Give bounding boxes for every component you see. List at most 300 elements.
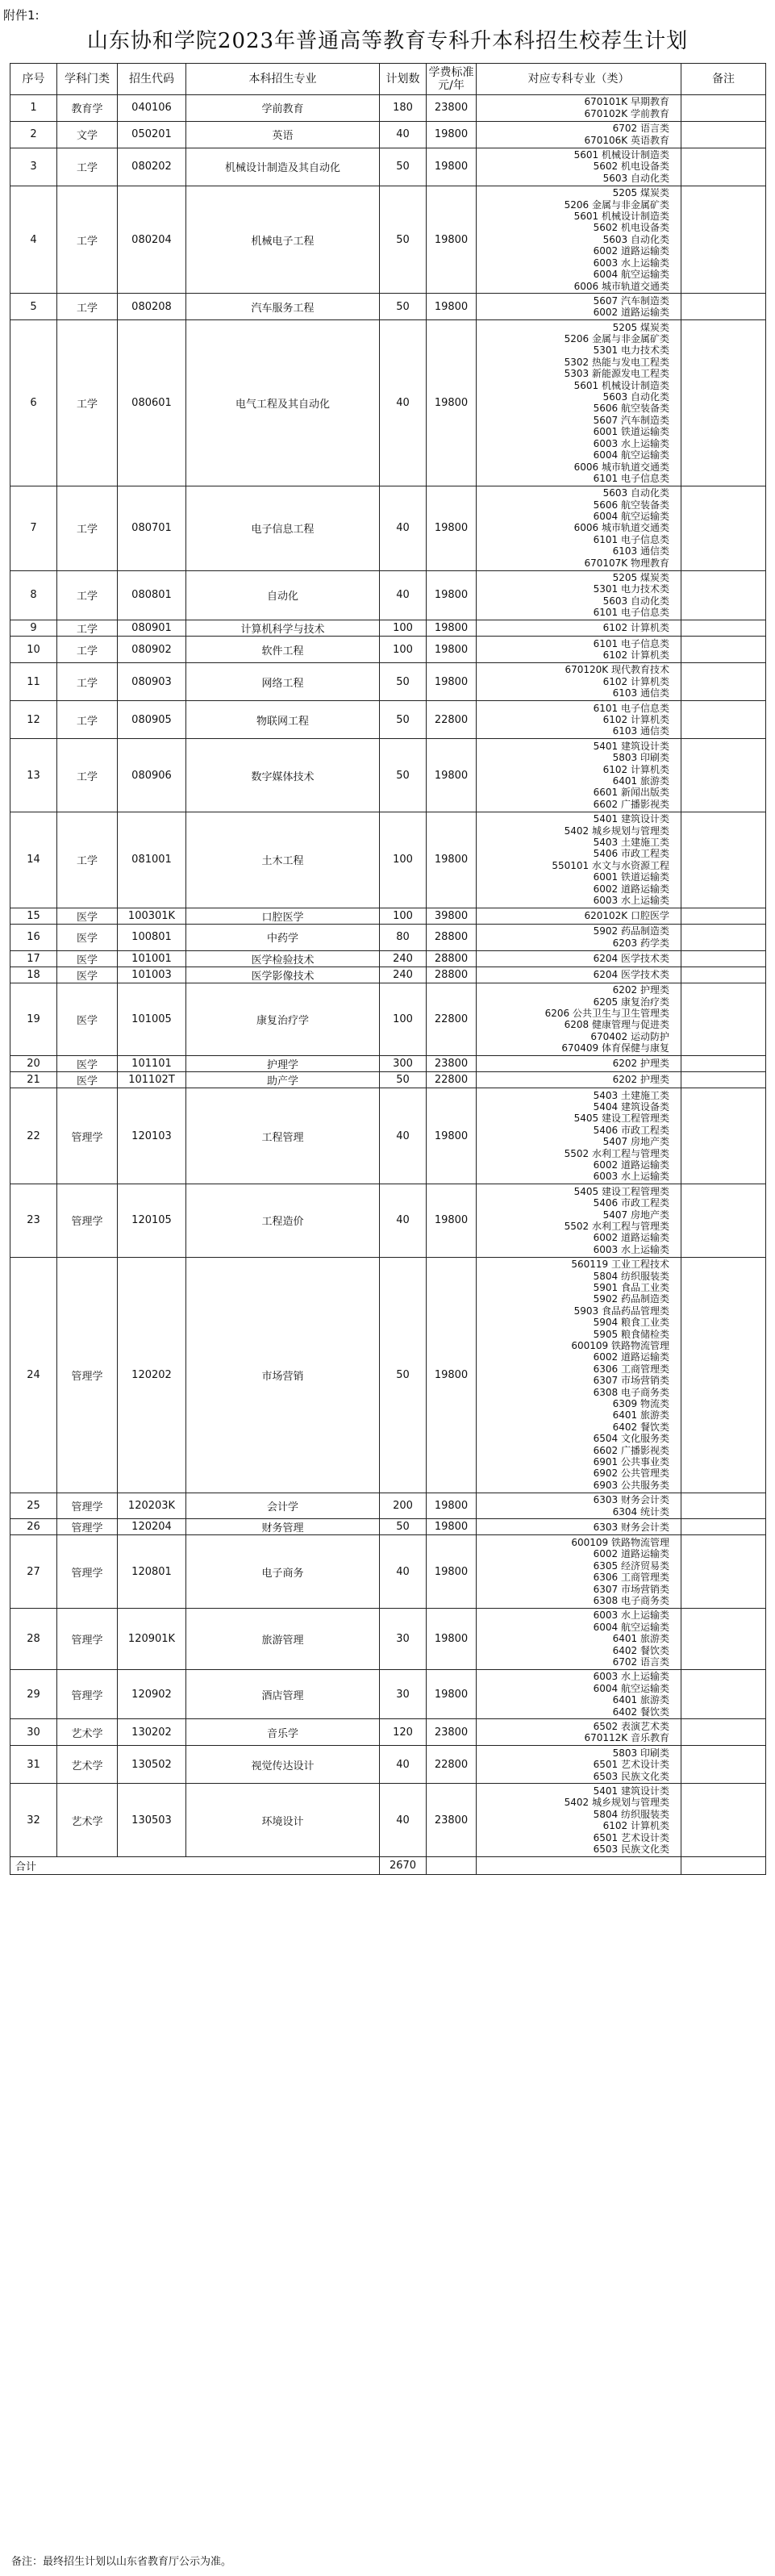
cell-seq: 20	[10, 1056, 57, 1072]
cell-remark	[681, 1493, 766, 1519]
cell-seq: 19	[10, 983, 57, 1055]
cell-mapped-majors	[477, 1719, 681, 1746]
cell-remark	[681, 1184, 766, 1257]
cell-code: 120203K	[118, 1493, 186, 1519]
cell-fee: 22800	[427, 1072, 477, 1088]
cell-major: 网络工程	[186, 662, 380, 700]
mapped-major-item: 6202 护理类	[612, 1074, 669, 1086]
table-row	[10, 1535, 766, 1608]
cell-seq: 9	[10, 620, 57, 637]
cell-mapped-majors	[477, 1088, 681, 1184]
cell-code: 120103	[118, 1088, 186, 1184]
header-category: 学科门类	[57, 64, 118, 95]
cell-plan: 80	[380, 924, 427, 950]
cell-mapped-majors	[477, 637, 681, 663]
mapped-major-item: 6401 旅游类	[612, 775, 669, 787]
mapped-major-item: 6208 健康管理与促进类	[564, 1019, 669, 1031]
mapped-major-item: 6006 城市轨道交通类	[573, 522, 669, 534]
cell-mapped-majors	[477, 1535, 681, 1608]
table-row	[10, 1056, 766, 1072]
cell-remark	[681, 186, 766, 294]
cell-mapped-majors	[477, 739, 681, 812]
cell-code: 080801	[118, 570, 186, 620]
mapped-major-item: 6002 道路运输类	[593, 1548, 669, 1560]
cell-code: 101005	[118, 983, 186, 1055]
table-row	[10, 1669, 766, 1719]
cell-plan: 40	[380, 121, 427, 148]
cell-plan: 50	[380, 1072, 427, 1088]
cell-fee: 22800	[427, 1746, 477, 1784]
cell-plan: 50	[380, 1257, 427, 1493]
cell-category: 艺术学	[57, 1746, 118, 1784]
mapped-major-item: 5601 机械设计制造类	[573, 149, 669, 161]
cell-major: 电子信息工程	[186, 486, 380, 570]
mapped-major-item: 670112K 音乐教育	[584, 1732, 669, 1744]
mapped-major-item: 6307 市场营销类	[593, 1375, 669, 1387]
cell-plan: 50	[380, 1519, 427, 1535]
cell-category: 工学	[57, 637, 118, 663]
cell-major: 汽车服务工程	[186, 294, 380, 320]
header-row	[10, 64, 766, 95]
cell-remark	[681, 1784, 766, 1856]
cell-remark	[681, 1519, 766, 1535]
cell-category: 工学	[57, 701, 118, 739]
mapped-major-item: 5403 土建施工类	[593, 837, 669, 848]
cell-mapped-majors	[477, 1784, 681, 1856]
cell-code: 050201	[118, 121, 186, 148]
cell-remark	[681, 1072, 766, 1088]
cell-category: 医学	[57, 908, 118, 924]
mapped-major-item: 5606 航空装备类	[593, 499, 669, 511]
cell-mapped-majors	[477, 662, 681, 700]
mapped-major-item: 5402 城乡规划与管理类	[564, 825, 669, 837]
mapped-major-item: 6101 电子信息类	[593, 702, 669, 714]
mapped-major-item: 5406 市政工程类	[593, 1124, 669, 1136]
table-row	[10, 983, 766, 1055]
cell-plan: 50	[380, 148, 427, 186]
cell-remark	[681, 662, 766, 700]
total-mapped-empty	[477, 1856, 681, 1874]
mapped-major-item: 6601 新闻出版类	[593, 787, 669, 799]
table-row	[10, 1784, 766, 1856]
cell-major: 电气工程及其自动化	[186, 320, 380, 486]
cell-mapped-majors	[477, 1257, 681, 1493]
table-row	[10, 812, 766, 908]
cell-seq: 13	[10, 739, 57, 812]
cell-fee: 19800	[427, 1535, 477, 1608]
mapped-major-item: 6101 电子信息类	[593, 637, 669, 649]
header-code: 招生代码	[118, 64, 186, 95]
mapped-major-item: 6101 电子信息类	[593, 607, 669, 619]
cell-mapped-majors	[477, 1608, 681, 1669]
mapped-major-item: 670101K 早期教育	[584, 96, 669, 108]
mapped-major-item: 6503 民族文化类	[593, 1843, 669, 1855]
table-row	[10, 320, 766, 486]
mapped-major-item: 6504 文化服务类	[593, 1433, 669, 1445]
cell-remark	[681, 486, 766, 570]
cell-code: 101102T	[118, 1072, 186, 1088]
cell-category: 管理学	[57, 1493, 118, 1519]
header-seq: 序号	[10, 64, 57, 95]
cell-fee: 19800	[427, 148, 477, 186]
cell-code: 100801	[118, 924, 186, 950]
mapped-major-item: 5603 自动化类	[602, 391, 669, 403]
cell-major: 市场营销	[186, 1257, 380, 1493]
cell-mapped-majors	[477, 1746, 681, 1784]
cell-plan: 50	[380, 739, 427, 812]
cell-category: 医学	[57, 924, 118, 950]
cell-code: 080202	[118, 148, 186, 186]
mapped-major-item: 6101 电子信息类	[593, 533, 669, 545]
cell-plan: 50	[380, 186, 427, 294]
cell-category: 医学	[57, 950, 118, 967]
cell-category: 工学	[57, 739, 118, 812]
cell-category: 管理学	[57, 1088, 118, 1184]
mapped-major-item: 670102K 学前教育	[584, 107, 669, 119]
mapped-major-item: 5905 粮食储检类	[593, 1328, 669, 1340]
mapped-major-item: 560119 工业工程技术	[571, 1259, 669, 1271]
mapped-major-item: 5205 煤炭类	[612, 572, 669, 584]
cell-category: 管理学	[57, 1669, 118, 1719]
header-major: 本科招生专业	[186, 64, 380, 95]
table-row	[10, 1072, 766, 1088]
cell-major: 计算机科学与技术	[186, 620, 380, 637]
mapped-major-item: 6205 康复治疗类	[593, 996, 669, 1008]
cell-fee: 28800	[427, 950, 477, 967]
mapped-major-item: 5601 机械设计制造类	[573, 211, 669, 223]
cell-mapped-majors	[477, 186, 681, 294]
cell-fee: 19800	[427, 570, 477, 620]
table-row	[10, 620, 766, 637]
cell-category: 艺术学	[57, 1784, 118, 1856]
mapped-major-item: 600109 铁路物流管理	[571, 1536, 669, 1548]
cell-remark	[681, 967, 766, 983]
mapped-major-item: 6102 计算机类	[602, 763, 669, 775]
mapped-major-item: 6204 医学技术类	[593, 953, 669, 964]
mapped-major-item: 6901 公共事业类	[593, 1456, 669, 1468]
cell-category: 工学	[57, 148, 118, 186]
cell-seq: 11	[10, 662, 57, 700]
cell-plan: 40	[380, 1784, 427, 1856]
cell-seq: 10	[10, 637, 57, 663]
cell-seq: 24	[10, 1257, 57, 1493]
cell-seq: 6	[10, 320, 57, 486]
cell-major: 学前教育	[186, 95, 380, 122]
cell-seq: 26	[10, 1519, 57, 1535]
mapped-major-item: 5404 建筑设备类	[593, 1100, 669, 1113]
cell-category: 工学	[57, 294, 118, 320]
cell-fee: 19800	[427, 320, 477, 486]
enrollment-plan-table	[10, 63, 766, 1875]
cell-fee: 19800	[427, 121, 477, 148]
cell-code: 120204	[118, 1519, 186, 1535]
cell-remark	[681, 1088, 766, 1184]
cell-remark	[681, 1257, 766, 1493]
cell-fee: 19800	[427, 1519, 477, 1535]
mapped-major-item: 5401 建筑设计类	[593, 1785, 669, 1797]
total-row	[10, 1856, 766, 1874]
cell-seq: 2	[10, 121, 57, 148]
cell-plan: 50	[380, 701, 427, 739]
mapped-major-item: 6304 统计类	[612, 1505, 669, 1518]
cell-plan: 100	[380, 812, 427, 908]
cell-major: 数字媒体技术	[186, 739, 380, 812]
cell-code: 101003	[118, 967, 186, 983]
cell-major: 医学影像技术	[186, 967, 380, 983]
mapped-major-item: 6206 公共卫生与卫生管理类	[544, 1007, 669, 1019]
mapped-major-item: 5603 自动化类	[602, 233, 669, 245]
mapped-major-item: 6501 艺术设计类	[593, 1831, 669, 1843]
cell-fee: 19800	[427, 1257, 477, 1493]
mapped-major-item: 6004 航空运输类	[593, 1682, 669, 1694]
mapped-major-item: 6102 计算机类	[602, 714, 669, 726]
cell-fee: 19800	[427, 1608, 477, 1669]
cell-code: 080901	[118, 620, 186, 637]
cell-fee: 39800	[427, 908, 477, 924]
cell-code: 130503	[118, 1784, 186, 1856]
cell-mapped-majors	[477, 148, 681, 186]
cell-major: 工程管理	[186, 1088, 380, 1184]
cell-mapped-majors	[477, 924, 681, 950]
cell-code: 080905	[118, 701, 186, 739]
cell-remark	[681, 148, 766, 186]
cell-seq: 28	[10, 1608, 57, 1669]
cell-seq: 5	[10, 294, 57, 320]
footnote: 备注：最终招生计划以山东省教育厅公示为准。	[11, 2556, 232, 2568]
table-row	[10, 1184, 766, 1257]
cell-mapped-majors	[477, 95, 681, 122]
mapped-major-item: 5205 煤炭类	[612, 187, 669, 199]
mapped-major-item: 5303 新能源发电工程类	[564, 368, 669, 380]
table-row	[10, 486, 766, 570]
cell-remark	[681, 1056, 766, 1072]
mapped-major-item: 5502 水利工程与管理类	[564, 1147, 669, 1159]
mapped-major-item: 6102 计算机类	[602, 1820, 669, 1832]
mapped-major-item: 5405 建设工程管理类	[573, 1113, 669, 1125]
cell-major: 土木工程	[186, 812, 380, 908]
cell-mapped-majors	[477, 701, 681, 739]
mapped-major-item: 6402 餐饮类	[612, 1644, 669, 1656]
mapped-major-item: 6306 工商管理类	[593, 1572, 669, 1584]
table-row	[10, 1519, 766, 1535]
cell-code: 080902	[118, 637, 186, 663]
cell-fee: 23800	[427, 1719, 477, 1746]
mapped-major-item: 6006 城市轨道交通类	[573, 280, 669, 292]
mapped-major-item: 5804 纺织服装类	[593, 1808, 669, 1820]
mapped-major-item: 670409 体育保健与康复	[561, 1042, 669, 1054]
cell-fee: 19800	[427, 294, 477, 320]
cell-category: 管理学	[57, 1519, 118, 1535]
cell-seq: 15	[10, 908, 57, 924]
mapped-major-item: 6203 药学类	[612, 937, 669, 949]
cell-remark	[681, 739, 766, 812]
header-plan: 计划数	[380, 64, 427, 95]
mapped-major-item: 6202 护理类	[612, 1058, 669, 1070]
mapped-major-item: 6003 水上运输类	[593, 257, 669, 269]
cell-plan: 100	[380, 620, 427, 637]
cell-major: 环境设计	[186, 1784, 380, 1856]
mapped-major-item: 6305 经济贸易类	[593, 1559, 669, 1572]
cell-code: 040106	[118, 95, 186, 122]
mapped-major-item: 6702 语言类	[612, 1655, 669, 1668]
cell-code: 080903	[118, 662, 186, 700]
cell-seq: 7	[10, 486, 57, 570]
table-row	[10, 148, 766, 186]
table-row	[10, 1608, 766, 1669]
cell-fee: 19800	[427, 620, 477, 637]
cell-seq: 4	[10, 186, 57, 294]
cell-remark	[681, 950, 766, 967]
mapped-major-item: 5205 煤炭类	[612, 321, 669, 333]
mapped-major-item: 5902 药品制造类	[593, 1293, 669, 1305]
mapped-major-item: 5407 房地产类	[602, 1136, 669, 1148]
cell-code: 080906	[118, 739, 186, 812]
total-plan: 2670	[380, 1856, 427, 1874]
cell-major: 医学检验技术	[186, 950, 380, 967]
cell-category: 工学	[57, 570, 118, 620]
mapped-major-item: 5803 印刷类	[612, 1747, 669, 1759]
mapped-major-item: 5607 汽车制造类	[593, 294, 669, 307]
cell-mapped-majors	[477, 1669, 681, 1719]
cell-remark	[681, 121, 766, 148]
cell-major: 会计学	[186, 1493, 380, 1519]
cell-seq: 30	[10, 1719, 57, 1746]
cell-category: 管理学	[57, 1257, 118, 1493]
mapped-major-item: 5302 热能与发电工程类	[564, 356, 669, 368]
cell-mapped-majors	[477, 812, 681, 908]
mapped-major-item: 6308 电子商务类	[593, 1594, 669, 1606]
mapped-major-item: 6004 航空运输类	[593, 511, 669, 523]
mapped-major-item: 6103 通信类	[612, 545, 669, 557]
table-row	[10, 1257, 766, 1493]
cell-code: 120105	[118, 1184, 186, 1257]
cell-category: 工学	[57, 186, 118, 294]
mapped-major-item: 5603 自动化类	[602, 487, 669, 499]
mapped-major-item: 5607 汽车制造类	[593, 414, 669, 426]
cell-plan: 30	[380, 1608, 427, 1669]
mapped-major-item: 5301 电力技术类	[593, 583, 669, 595]
cell-plan: 100	[380, 637, 427, 663]
cell-seq: 18	[10, 967, 57, 983]
mapped-major-item: 5903 食品药品管理类	[573, 1305, 669, 1317]
cell-remark	[681, 812, 766, 908]
mapped-major-item: 6401 旅游类	[612, 1633, 669, 1645]
table-row	[10, 950, 766, 967]
cell-fee: 28800	[427, 924, 477, 950]
cell-category: 艺术学	[57, 1719, 118, 1746]
cell-remark	[681, 701, 766, 739]
mapped-major-item: 5904 粮食工业类	[593, 1317, 669, 1329]
mapped-major-item: 5406 市政工程类	[593, 848, 669, 860]
cell-plan: 40	[380, 1184, 427, 1257]
cell-category: 工学	[57, 620, 118, 637]
cell-fee: 19800	[427, 486, 477, 570]
cell-major: 音乐学	[186, 1719, 380, 1746]
cell-fee: 23800	[427, 1056, 477, 1072]
cell-mapped-majors	[477, 294, 681, 320]
cell-fee: 23800	[427, 95, 477, 122]
cell-seq: 31	[10, 1746, 57, 1784]
cell-seq: 25	[10, 1493, 57, 1519]
header-fee: 学费标准元/年	[427, 64, 477, 95]
cell-seq: 8	[10, 570, 57, 620]
mapped-major-item: 6102 计算机类	[602, 649, 669, 662]
mapped-major-item: 6003 水上运输类	[593, 1671, 669, 1683]
cell-mapped-majors	[477, 1056, 681, 1072]
table-row	[10, 1746, 766, 1784]
cell-major: 护理学	[186, 1056, 380, 1072]
cell-seq: 22	[10, 1088, 57, 1184]
table-row	[10, 701, 766, 739]
mapped-major-item: 5902 药品制造类	[593, 925, 669, 937]
cell-seq: 3	[10, 148, 57, 186]
mapped-major-item: 6103 通信类	[612, 687, 669, 699]
cell-major: 工程造价	[186, 1184, 380, 1257]
cell-plan: 180	[380, 95, 427, 122]
cell-remark	[681, 320, 766, 486]
mapped-major-item: 6103 通信类	[612, 725, 669, 737]
cell-major: 助产学	[186, 1072, 380, 1088]
cell-fee: 22800	[427, 983, 477, 1055]
cell-mapped-majors	[477, 950, 681, 967]
cell-fee: 19800	[427, 1088, 477, 1184]
cell-category: 工学	[57, 662, 118, 700]
cell-seq: 29	[10, 1669, 57, 1719]
mapped-major-item: 670106K 英语教育	[584, 134, 669, 146]
cell-major: 机械电子工程	[186, 186, 380, 294]
mapped-major-item: 600109 铁路物流管理	[571, 1339, 669, 1351]
mapped-major-item: 6902 公共管理类	[593, 1468, 669, 1480]
cell-code: 120202	[118, 1257, 186, 1493]
table-row	[10, 1088, 766, 1184]
mapped-major-item: 6309 物流类	[612, 1397, 669, 1409]
cell-plan: 40	[380, 320, 427, 486]
cell-major: 旅游管理	[186, 1608, 380, 1669]
total-label: 合计	[10, 1856, 380, 1874]
cell-plan: 100	[380, 908, 427, 924]
table-row	[10, 662, 766, 700]
cell-major: 酒店管理	[186, 1669, 380, 1719]
table-row	[10, 95, 766, 122]
cell-major: 财务管理	[186, 1519, 380, 1535]
mapped-major-item: 6002 道路运输类	[593, 1351, 669, 1363]
cell-fee: 19800	[427, 186, 477, 294]
table-row	[10, 186, 766, 294]
cell-category: 医学	[57, 1072, 118, 1088]
cell-plan: 40	[380, 486, 427, 570]
cell-category: 文学	[57, 121, 118, 148]
cell-mapped-majors	[477, 620, 681, 637]
mapped-major-item: 620102K 口腔医学	[584, 910, 669, 922]
cell-remark	[681, 1746, 766, 1784]
cell-code: 080601	[118, 320, 186, 486]
cell-seq: 16	[10, 924, 57, 950]
cell-major: 口腔医学	[186, 908, 380, 924]
mapped-major-item: 6002 道路运输类	[593, 245, 669, 257]
mapped-major-item: 5502 水利工程与管理类	[564, 1220, 669, 1232]
cell-seq: 21	[10, 1072, 57, 1088]
mapped-major-item: 670402 运动防护	[590, 1030, 669, 1042]
table-row	[10, 1719, 766, 1746]
cell-remark	[681, 570, 766, 620]
table-row	[10, 570, 766, 620]
cell-seq: 12	[10, 701, 57, 739]
cell-major: 物联网工程	[186, 701, 380, 739]
mapped-major-item: 6306 工商管理类	[593, 1363, 669, 1375]
cell-remark	[681, 1535, 766, 1608]
mapped-major-item: 6502 表演艺术类	[593, 1720, 669, 1732]
cell-fee: 19800	[427, 1669, 477, 1719]
